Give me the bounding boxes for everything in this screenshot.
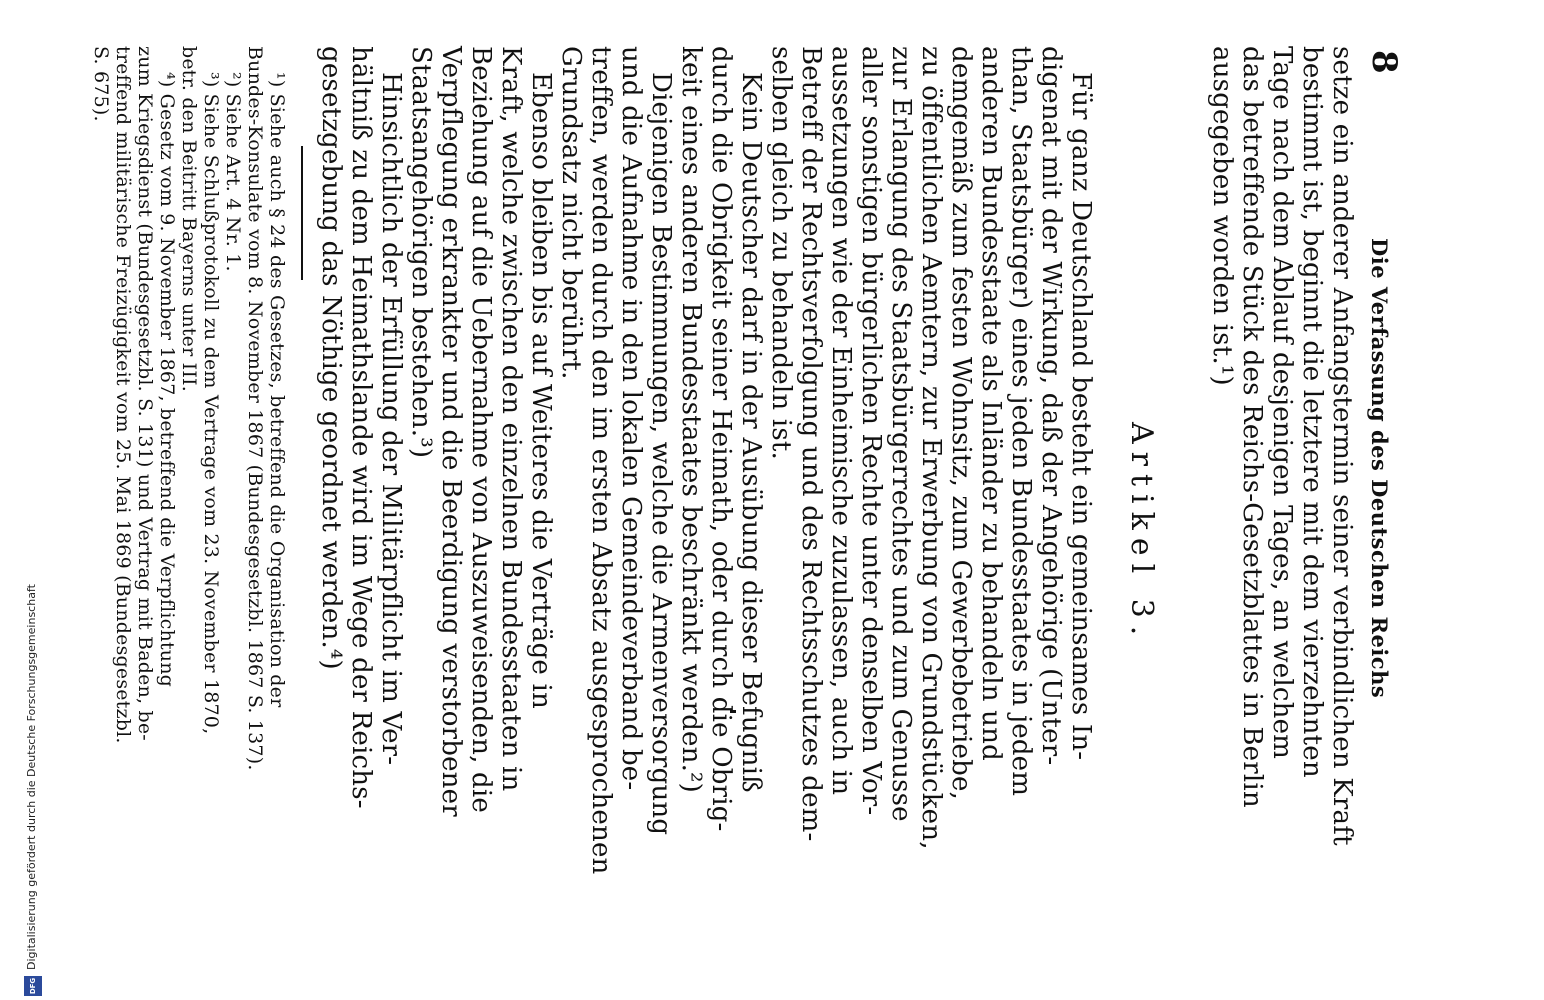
- credit-strip: [0, 0, 38, 1000]
- text-line: Verpflegung erkrankter und die Beerdigung verstorbener: [436, 46, 466, 817]
- text-line: ausgegeben worden ist.¹): [1207, 46, 1237, 386]
- digitization-credit: Digitalisierung gefördert durch die Deutsche Forschungsgemeinschaft: [25, 584, 38, 970]
- text-line: demgemäß zum festen Wohnsitz, zum Gewerbebetriebe,: [946, 46, 976, 801]
- footnote-line: Bundes-Konsulate vom 8. November 1867 (Bundesgesetzbl. 1867 S. 137).: [244, 46, 266, 771]
- footnote-line: betr. den Beitritt Bayerns unter III.: [178, 46, 200, 392]
- text-line: digenat mit der Wirkung, daß der Angehörige (Unter-: [1036, 46, 1066, 766]
- text-line: Kein Deutscher darf in der Ausübung dieser Befugniß: [736, 72, 766, 793]
- text-line: zur Erlangung des Staatsbürgerrechtes und zum Genusse: [886, 46, 916, 822]
- text-line: Beziehung auf die Uebernahme von Auszuweisenden, die: [466, 46, 496, 813]
- text-line: Hinsichtlich der Erfüllung der Militärpflicht im Ver-: [376, 72, 406, 766]
- text-line: Für ganz Deutschland besteht ein gemeinsames In-: [1066, 72, 1096, 761]
- text-line: Betreff der Rechtsverfolgung und des Rechtsschutzes dem-: [796, 46, 826, 842]
- text-line: aussetzungen wie der Einheimische zuzulassen, auch in: [826, 46, 856, 796]
- text-line: Tage nach dem Ablauf desjenigen Tages, an welchem: [1267, 46, 1297, 760]
- text-line: gesetzgebung das Nöthige geordnet werden.⁴): [316, 46, 346, 670]
- footnote-separator: [301, 146, 303, 280]
- text-line: das betreffende Stück des Reichs-Gesetzblattes in Berlin: [1237, 46, 1267, 808]
- text-line: keit eines anderen Bundesstaates beschränkt werden.²): [676, 46, 706, 794]
- footnote-line: ⁴) Gesetz vom 9. November 1867, betreffend die Verpflichtung: [156, 72, 178, 688]
- text-line: anderen Bundesstaate als Inländer zu behandeln und: [976, 46, 1006, 761]
- text-line: setze ein anderer Anfangstermin seiner verbindlichen Kraft: [1327, 46, 1357, 846]
- text-line: Kraft, welche zwischen den einzelnen Bundesstaaten in: [496, 46, 526, 792]
- text-line: Diejenigen Bestimmungen, welche die Armenversorgung: [646, 72, 676, 836]
- text-line: und die Aufnahme in den lokalen Gemeindeverband be-: [616, 46, 646, 791]
- text-line: treffen, werden durch den im ersten Absatz ausgesprochenen: [586, 46, 616, 875]
- text-line: aller sonstigen bürgerlichen Rechte unter denselben Vor-: [856, 46, 886, 816]
- text-line: durch die Obrigkeit seiner Heimath, oder durch die Obrig-: [706, 46, 736, 832]
- footnote-line: ¹) Siehe auch § 24 des Gesetzes, betreffend die Organisation der: [266, 72, 288, 708]
- footnote-line: zum Kriegsdienst (Bundesgesetzbl. S. 131) und Vertrag mit Baden, be-: [134, 46, 156, 741]
- text-line: selben gleich zu behandeln ist.: [766, 46, 796, 460]
- footnote-line: ²) Siehe Art. 4 Nr. 1.: [222, 72, 244, 272]
- text-line: Grundsatz nicht berührt.: [556, 46, 586, 380]
- text-line: Staatsangehörigen bestehen.³): [406, 46, 436, 459]
- footnote-line: S. 675).: [90, 46, 112, 122]
- running-header: Die Verfassung des Deutschen Reichs: [1367, 238, 1392, 699]
- dfg-logo-icon: DFG: [24, 976, 42, 996]
- text-line: than, Staatsbürger) eines jeden Bundesstaates in jedem: [1006, 46, 1036, 797]
- page-number: 8: [1364, 50, 1404, 74]
- text-line: Ebenso bleiben bis auf Weiteres die Verträge in: [526, 72, 556, 709]
- article-title: Artikel 3.: [1124, 422, 1159, 644]
- footnote-line: ³) Siehe Schlußprotokoll zu dem Vertrage vom 23. November 1870,: [200, 72, 222, 735]
- text-line: bestimmt ist, beginnt die letztere mit dem vierzehnten: [1297, 46, 1327, 778]
- text-line: zu öffentlichen Aemtern, zur Erwerbung von Grundstücken,: [916, 46, 946, 850]
- footnote-line: treffend militärische Freizügigkeit vom 25. Mai 1869 (Bundesgesetzbl.: [112, 46, 134, 744]
- text-line: hältniß zu dem Heimathslande wird im Wege der Reichs-: [346, 46, 376, 809]
